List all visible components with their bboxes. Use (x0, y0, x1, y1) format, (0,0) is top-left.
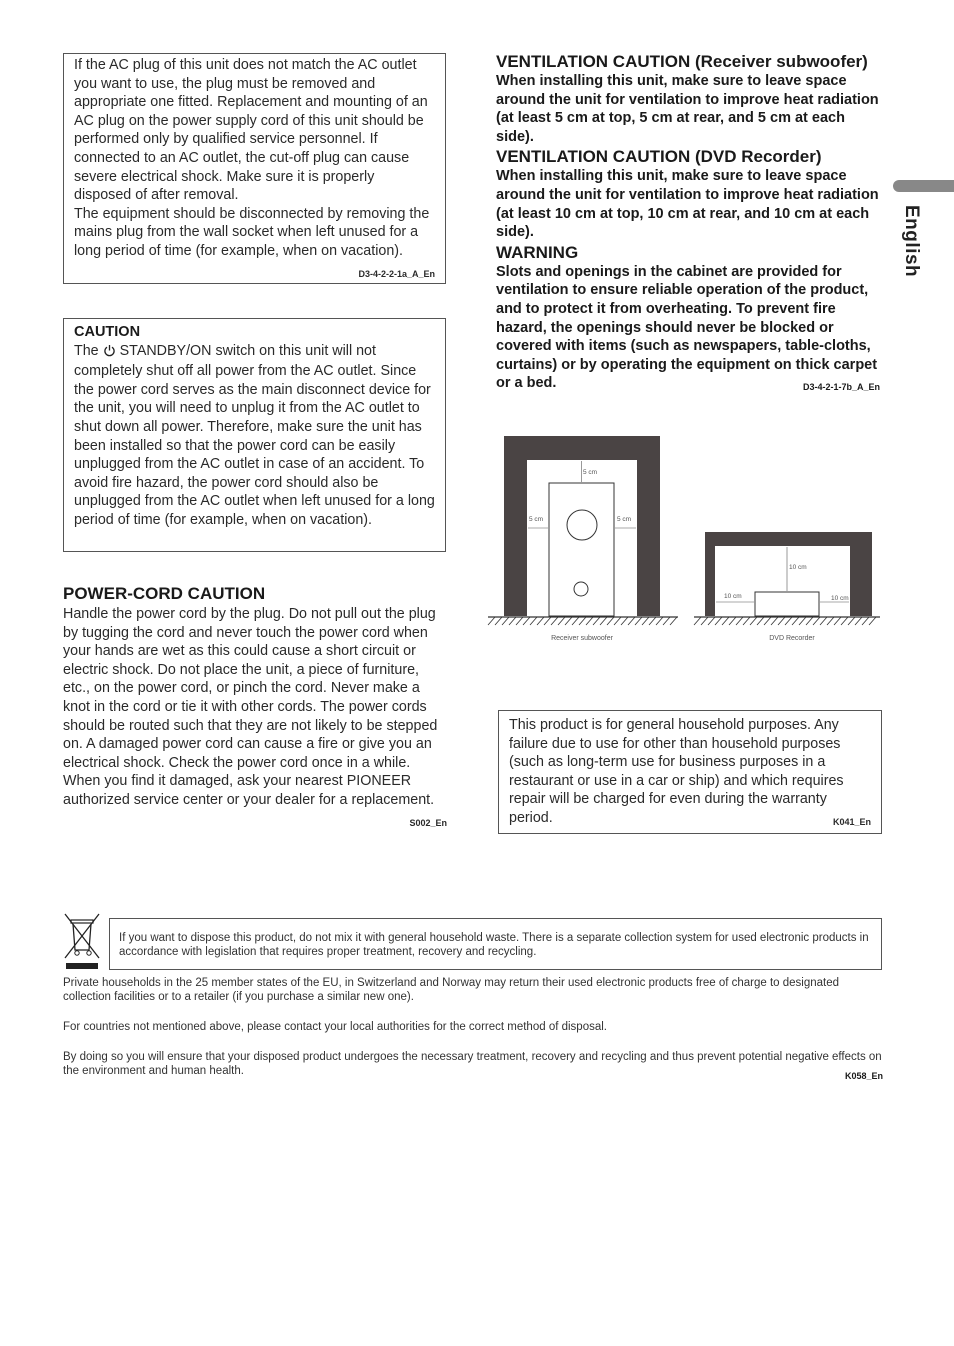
disposal-paragraph-3: By doing so you will ensure that your disposed product undergoes the necessary treatment, recovery and recycling and thus prevent potential negative effects on the environment and human health. (63, 1051, 882, 1077)
warning-title: WARNING (496, 242, 579, 262)
floor-hatch-line (593, 617, 600, 625)
ventilation-dvd-title: VENTILATION CAUTION (DVD Recorder) (496, 147, 822, 167)
floor-hatch-line (862, 617, 869, 625)
floor-hatch-line (736, 617, 743, 625)
floor-hatch-line (813, 617, 820, 625)
ventilation-dvd-text: When installing this unit, make sure to leave space around the unit for ventilation to improve heat radiation (at least 10 cm at top, 10 cm at rear, and 10 cm at each side). (496, 168, 879, 241)
floor-hatch-line (785, 617, 792, 625)
floor-hatch-line (799, 617, 806, 625)
floor-hatch-line (516, 617, 523, 625)
floor-hatch-line (572, 617, 579, 625)
receiver-right-label: 5 cm (617, 516, 632, 523)
weee-bin-icon (63, 912, 101, 975)
power-cord-code: S002_En (409, 817, 447, 828)
floor-hatch-line (715, 617, 722, 625)
receiver-left-label: 5 cm (529, 516, 544, 523)
floor-hatch-line (743, 617, 750, 625)
ventilation-diagram (486, 432, 886, 648)
language-tab (893, 180, 954, 192)
floor-hatch-line (722, 617, 729, 625)
disposal-boxed-text: If you want to dispose this product, do not mix it with general household waste. There is a separate collection system for used electronic products in accordance with legislation that requires proper treatment, recovery and recycling. (119, 932, 869, 958)
disposal-paragraph-2: For countries not mentioned above, please contact your local authorities for the correct method of disposal. (63, 1021, 607, 1033)
floor-hatch-line (834, 617, 841, 625)
household-notice (498, 710, 882, 834)
ventilation-sub-title: VENTILATION CAUTION (Receiver subwoofer) (496, 52, 868, 71)
disposal-box (109, 918, 882, 970)
ventilation-section (496, 52, 880, 397)
power-cord-section (63, 584, 447, 832)
disposal-code: K058_En (844, 1071, 883, 1081)
floor-hatch-line (537, 617, 544, 625)
caution-title: CAUTION (74, 324, 141, 340)
floor-hatch-line (827, 617, 834, 625)
disposal-paragraph-1: Private households in the 25 member states of the EU, in Switzerland and Norway may return their used electronic products free of charge to designated collection facilities or to a retailer (if you purchase a similar new one). (63, 977, 840, 1003)
floor-hatch-line (558, 617, 565, 625)
floor-hatch-line (701, 617, 708, 625)
dvd-top-label: 10 cm (789, 564, 807, 571)
receiver-top-label: 5 cm (583, 469, 598, 476)
caution-box (63, 318, 446, 552)
floor-hatch-line (635, 617, 642, 625)
floor-hatch-line (628, 617, 635, 625)
floor-hatch-line (778, 617, 785, 625)
floor-hatch-line (530, 617, 537, 625)
receiver-caption: Receiver subwoofer (551, 635, 613, 642)
floor-hatch-line (586, 617, 593, 625)
floor-hatch-line (544, 617, 551, 625)
floor-hatch-line (551, 617, 558, 625)
ac-plug-paragraph-2: The equipment should be disconnected by removing the mains plug from the wall socket when left unused for a long period of time (for example, when on vacation). D3-4-2-2-1a_A_En (74, 205, 435, 261)
language-label: English (901, 205, 922, 278)
floor-hatch-line (642, 617, 649, 625)
floor-hatch-line (663, 617, 670, 625)
floor-hatch-line (729, 617, 736, 625)
floor-hatch-line (841, 617, 848, 625)
floor-hatch-line (694, 617, 701, 625)
household-text: This product is for general household purposes. Any failure due to use for other than household purposes (such as long-term use for business purposes in a restaurant or use in a car or ship) and which requires repair will be charged for even during the warranty period. K041_En (509, 716, 871, 828)
floor-hatch-line (656, 617, 663, 625)
power-cord-title: POWER-CORD CAUTION (63, 584, 266, 603)
warning-code: D3-4-2-1-7b_A_En (802, 382, 880, 393)
floor-hatch-line (649, 617, 656, 625)
dvd-left-label: 10 cm (724, 593, 742, 600)
floor-hatch-line (764, 617, 771, 625)
floor-hatch-line (488, 617, 495, 625)
floor-hatch-line (607, 617, 614, 625)
floor-hatch-line (614, 617, 621, 625)
household-code: K041_En (832, 816, 871, 827)
ventilation-sub-text: When installing this unit, make sure to leave space around the unit for ventilation to improve heat radiation (at least 5 cm at top, 5 cm at rear, and 5 cm at each side). (496, 73, 879, 145)
dvd-recorder-diagram (694, 532, 880, 642)
dvd-caption: DVD Recorder (769, 635, 815, 642)
floor-hatch-line (855, 617, 862, 625)
floor-hatch-line (621, 617, 628, 625)
floor-hatch-line (806, 617, 813, 625)
floor-hatch-line (757, 617, 764, 625)
floor-hatch-line (708, 617, 715, 625)
ac-plug-code: D3-4-2-2-1a_A_En (358, 268, 435, 279)
standby-power-icon (103, 344, 116, 363)
caution-text: The STANDBY/ON switch on this unit will not completely shut off all power from the AC outlet. Since the power cord serves as the main disconnect device for the unit, you will need to unplug it from the AC outlet to shut down all power. Therefore, make sure the unit has been installed so that the power cord can be easily unplugged from the AC outlet in case of an accident. To avoid fire hazard, the power cord should also be unplugged from the AC outlet when left unused for a long period of time (for example, when on vacation). (74, 342, 435, 528)
floor-hatch-line (509, 617, 516, 625)
floor-hatch-line (750, 617, 757, 625)
warning-text: Slots and openings in the cabinet are provided for ventilation to ensure reliable operation of the product, and to protect it from overheating. To prevent fire hazard, the openings should never be blocked or covered with items (such as newspapers, table-cloths, curtains) or by operating the equipment on thick carpet or a bed. D3-4-2-1-7b_A_En (496, 263, 880, 393)
floor-hatch-line (869, 617, 876, 625)
dvd-right-label: 10 cm (831, 595, 849, 602)
floor-hatch-line (502, 617, 509, 625)
floor-hatch-line (771, 617, 778, 625)
power-cord-text: Handle the power cord by the plug. Do not pull out the plug by tugging the cord and never touch the power cord when your hands are wet as this could cause a short circuit or electric shock. Do not place the unit, a piece of furniture, etc., on the power cord, or pinch the cord. Never make a knot in the cord or tie it with other cords. The power cords should be routed such that they are not likely to be stepped on. A damaged power cord can cause a fire or give you an electrical shock. Check the power cord once in a while. When you find it damaged, ask your nearest PIONEER authorized service center or your dealer for a replacement. S002_En (63, 605, 447, 810)
floor-hatch-line (600, 617, 607, 625)
floor-hatch-line (565, 617, 572, 625)
ac-plug-paragraph-1: If the AC plug of this unit does not match the AC outlet you want to use, the plug must be removed and appropriate one fitted. Replacement and mounting of an AC plug on the power supply cord of this unit should be performed only by qualified service personnel. If connected to an AC outlet, the cut-off plug can cause severe electrical shock. Make sure it is properly disposed of after removal. (74, 57, 428, 204)
ac-plug-notice (63, 53, 446, 284)
floor-hatch-line (820, 617, 827, 625)
receiver-subwoofer-diagram (488, 436, 678, 642)
floor-hatch-line (579, 617, 586, 625)
floor-hatch-line (848, 617, 855, 625)
floor-hatch-line (495, 617, 502, 625)
floor-hatch-line (523, 617, 530, 625)
floor-hatch-line (670, 617, 677, 625)
floor-hatch-line (792, 617, 799, 625)
